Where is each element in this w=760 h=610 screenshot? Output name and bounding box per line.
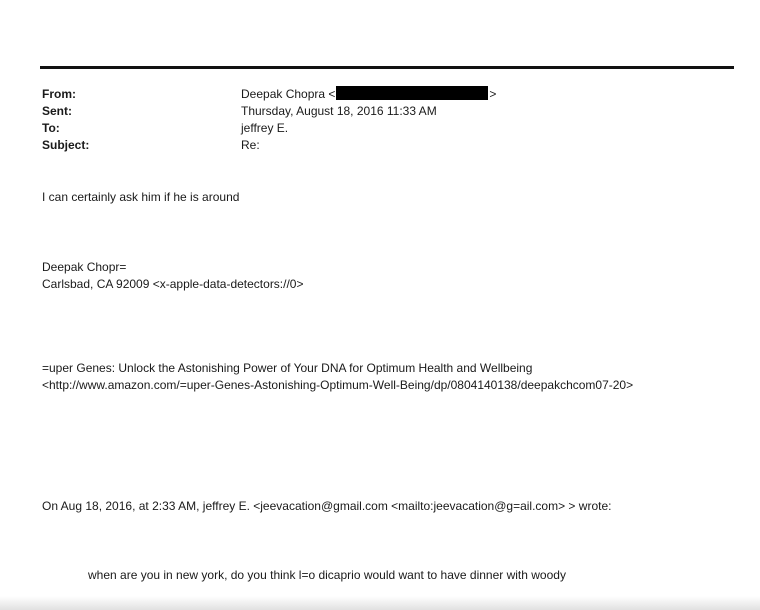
to-label: To: <box>42 121 60 135</box>
header-divider <box>40 66 734 69</box>
sent-label: Sent: <box>42 104 72 118</box>
subject-value: Re: <box>241 138 260 152</box>
to-value: jeffrey E. <box>241 121 289 135</box>
book-title: =uper Genes: Unlock the Astonishing Power of Your DNA for Optimum Health and Wellbeing <box>42 361 533 375</box>
from-name: Deepak Chopra < <box>241 87 336 101</box>
from-value <box>241 86 496 102</box>
from-label: From: <box>42 87 76 101</box>
signature-address: Carlsbad, CA 92009 <x-apple-data-detectors://0> <box>42 277 304 291</box>
subject-label: Subject: <box>42 138 90 152</box>
quote-header: On Aug 18, 2016, at 2:33 AM, jeffrey E. <jeevacation@gmail.com <mailto:jeevacation@g=ail.com> > wrote: <box>42 499 612 513</box>
redacted-email-block <box>336 86 488 100</box>
book-link: <http://www.amazon.com/=uper-Genes-Astonishing-Optimum-Well-Being/dp/0804140138/deepakchcom07-20> <box>42 378 634 392</box>
sent-value: Thursday, August 18, 2016 11:33 AM <box>241 104 437 118</box>
signature-name: Deepak Chopr= <box>42 260 127 274</box>
reply-text: I can certainly ask him if he is around <box>42 190 240 204</box>
quoted-message: when are you in new york, do you think l=o dicaprio would want to have dinner with woody <box>88 568 566 582</box>
from-close-bracket: > <box>489 87 497 101</box>
page-bottom-edge <box>0 596 760 610</box>
